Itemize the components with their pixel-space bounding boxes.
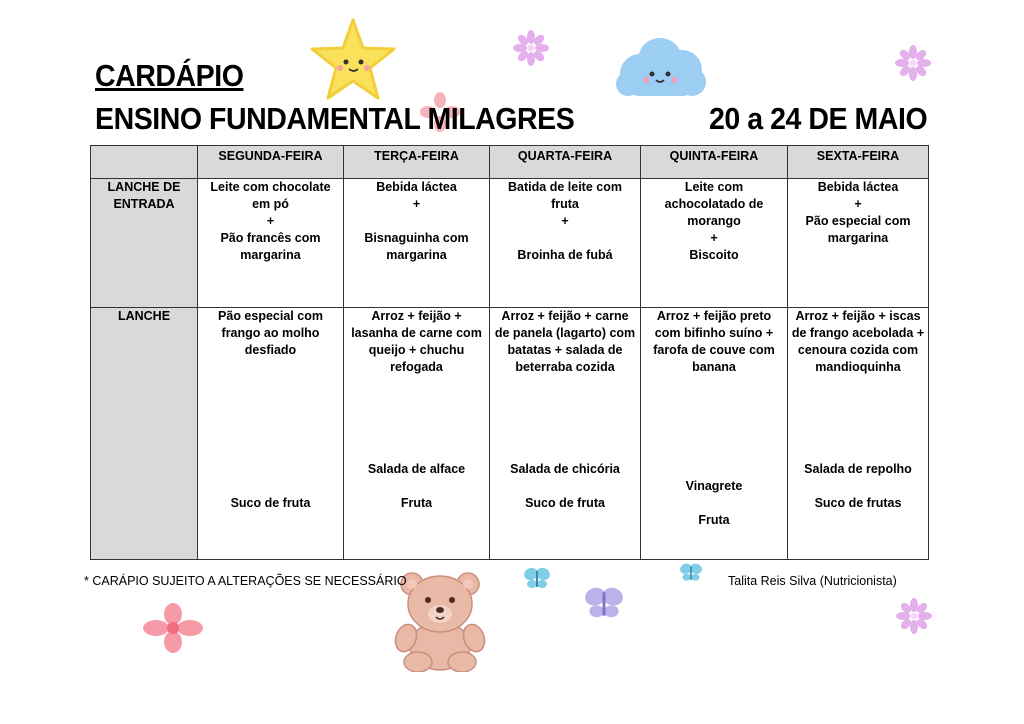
table-row (91, 179, 929, 308)
menu-item-line: fruta (551, 197, 579, 211)
meal-label-line: ENTRADA (113, 197, 175, 211)
menu-item-line: + (561, 214, 569, 228)
table-header-row (91, 146, 929, 179)
day-header: SEXTA-FEIRA (788, 146, 929, 179)
menu-item-line: Salada de alface (367, 462, 466, 476)
menu-item-line (788, 427, 928, 444)
cloud-icon (612, 34, 708, 102)
menu-item-line (198, 478, 343, 495)
menu-item-line: farofa de couve com (653, 343, 775, 357)
menu-item-line (641, 393, 787, 410)
menu-item-line (198, 376, 343, 393)
menu-item-line: Batida de leite com (508, 180, 622, 194)
day-header: TERÇA-FEIRA (344, 146, 490, 179)
menu-item-line (198, 359, 343, 376)
meal-label-line: LANCHE (117, 309, 171, 323)
menu-item-line: Arroz + feijão + iscas (795, 309, 921, 323)
menu-item-line (788, 444, 928, 461)
star-icon (308, 16, 398, 102)
menu-item-line: desfiado (244, 343, 297, 357)
menu-item-line: margarina (386, 248, 447, 262)
menu-item-line (788, 410, 928, 427)
menu-item-line: banana (692, 360, 736, 374)
menu-item-line (641, 444, 787, 461)
menu-item-line: de frango acebolada + (791, 326, 925, 340)
menu-item-line: Fruta (698, 513, 730, 527)
menu-item-line: Leite com chocolate (210, 180, 331, 194)
menu-item-line (788, 478, 928, 495)
menu-item-line (490, 230, 640, 247)
menu-item-line: refogada (390, 360, 443, 374)
menu-item-line (490, 478, 640, 495)
disclaimer-note: * CARÁPIO SUJEITO A ALTERAÇÕES SE NECESSÁRIO (84, 574, 407, 588)
menu-item-line: Bisnaguinha com (364, 231, 469, 245)
menu-item-line: Vinagrete (685, 479, 743, 493)
menu-item-line (344, 213, 489, 230)
menu-item-line: Pão especial com (805, 214, 911, 228)
menu-cell (344, 179, 490, 308)
menu-item-line: Pão especial com (218, 309, 323, 323)
menu-item-line: Salada de repolho (804, 462, 912, 476)
flower-icon (896, 598, 932, 634)
menu-item-line: em pó (252, 197, 289, 211)
menu-item-line: Salada de chicória (510, 462, 620, 476)
butterfly-icon (678, 562, 704, 584)
menu-item-line: Fruta (400, 496, 433, 510)
butterfly-icon (522, 566, 552, 592)
flower-icon (513, 30, 549, 66)
menu-item-line (344, 478, 489, 495)
menu-item-line (490, 393, 640, 410)
menu-item-line: Pão francês com (220, 231, 321, 245)
day-header: QUARTA-FEIRA (490, 146, 641, 179)
menu-item-line (198, 410, 343, 427)
menu-item-line: margarina (240, 248, 301, 262)
menu-table (90, 145, 929, 560)
menu-item-line: + (710, 231, 718, 245)
menu-item-line (344, 410, 489, 427)
meal-label-line: LANCHE DE (107, 180, 181, 194)
menu-item-line (788, 393, 928, 410)
menu-cell (490, 179, 641, 308)
menu-item-line (788, 376, 928, 393)
menu-item-line (490, 376, 640, 393)
menu-item-line: Bebida láctea (817, 180, 899, 194)
page-title: CARDÁPIO (95, 58, 244, 93)
menu-item-line: batatas + salada de (507, 343, 623, 357)
menu-item-line: com bifinho suíno + (654, 326, 774, 340)
menu-item-line: Biscoito (689, 248, 739, 262)
menu-cell (788, 179, 929, 308)
menu-cell (490, 308, 641, 560)
flower-icon (895, 45, 931, 81)
menu-cell (344, 308, 490, 560)
day-header: SEGUNDA-FEIRA (198, 146, 344, 179)
menu-cell (788, 308, 929, 560)
menu-item-line (490, 410, 640, 427)
menu-cell (198, 179, 344, 308)
menu-item-line: morango (687, 214, 741, 228)
menu-item-line: Bebida láctea (376, 180, 457, 194)
nutritionist-name: Talita Reis Silva (Nutricionista) (728, 574, 897, 588)
menu-cell (641, 179, 788, 308)
menu-item-line: de panela (lagarto) com (494, 326, 636, 340)
table-row (91, 308, 929, 560)
menu-item-line (344, 376, 489, 393)
menu-item-line: + (266, 214, 275, 228)
school-name: ENSINO FUNDAMENTAL MILAGRES (95, 101, 575, 136)
menu-item-line: mandioquinha (815, 360, 901, 374)
menu-item-line: Arroz + feijão + carne (501, 309, 629, 323)
date-range: 20 a 24 DE MAIO (709, 101, 928, 136)
menu-item-line: Leite com (684, 180, 744, 194)
menu-item-line (641, 376, 787, 393)
menu-item-line (490, 444, 640, 461)
meal-label (91, 179, 198, 308)
flower-icon (143, 603, 203, 653)
menu-item-line (641, 427, 787, 444)
day-header: QUINTA-FEIRA (641, 146, 788, 179)
meal-label (91, 308, 198, 560)
menu-item-line: margarina (827, 231, 889, 245)
menu-cell (198, 308, 344, 560)
menu-item-line: Suco de fruta (525, 496, 605, 510)
menu-item-line: Suco de frutas (814, 496, 902, 510)
menu-item-line (490, 427, 640, 444)
menu-item-line (641, 410, 787, 427)
menu-item-line: + (854, 197, 862, 211)
menu-item-line: + (412, 197, 421, 211)
menu-item-line: cenoura cozida com (797, 343, 919, 357)
menu-item-line: Broinha de fubá (517, 248, 613, 262)
menu-item-line: lasanha de carne com (351, 326, 482, 340)
menu-item-line: frango ao molho (221, 326, 320, 340)
butterfly-icon (582, 585, 626, 623)
menu-item-line (198, 461, 343, 478)
menu-item-line (198, 393, 343, 410)
menu-item-line (641, 495, 787, 512)
menu-item-line (344, 393, 489, 410)
menu-cell (641, 308, 788, 560)
menu-item-line (344, 427, 489, 444)
menu-item-line (641, 461, 787, 478)
menu-item-line: queijo + chuchu (368, 343, 465, 357)
menu-item-line (198, 427, 343, 444)
menu-item-line: Arroz + feijão preto (656, 309, 772, 323)
menu-item-line (198, 444, 343, 461)
menu-item-line: Arroz + feijão + (371, 309, 462, 323)
corner-cell (91, 146, 198, 179)
menu-item-line: beterraba cozida (515, 360, 615, 374)
menu-item-line: Suco de fruta (230, 496, 311, 510)
menu-item-line: achocolatado de (664, 197, 764, 211)
menu-item-line (344, 444, 489, 461)
